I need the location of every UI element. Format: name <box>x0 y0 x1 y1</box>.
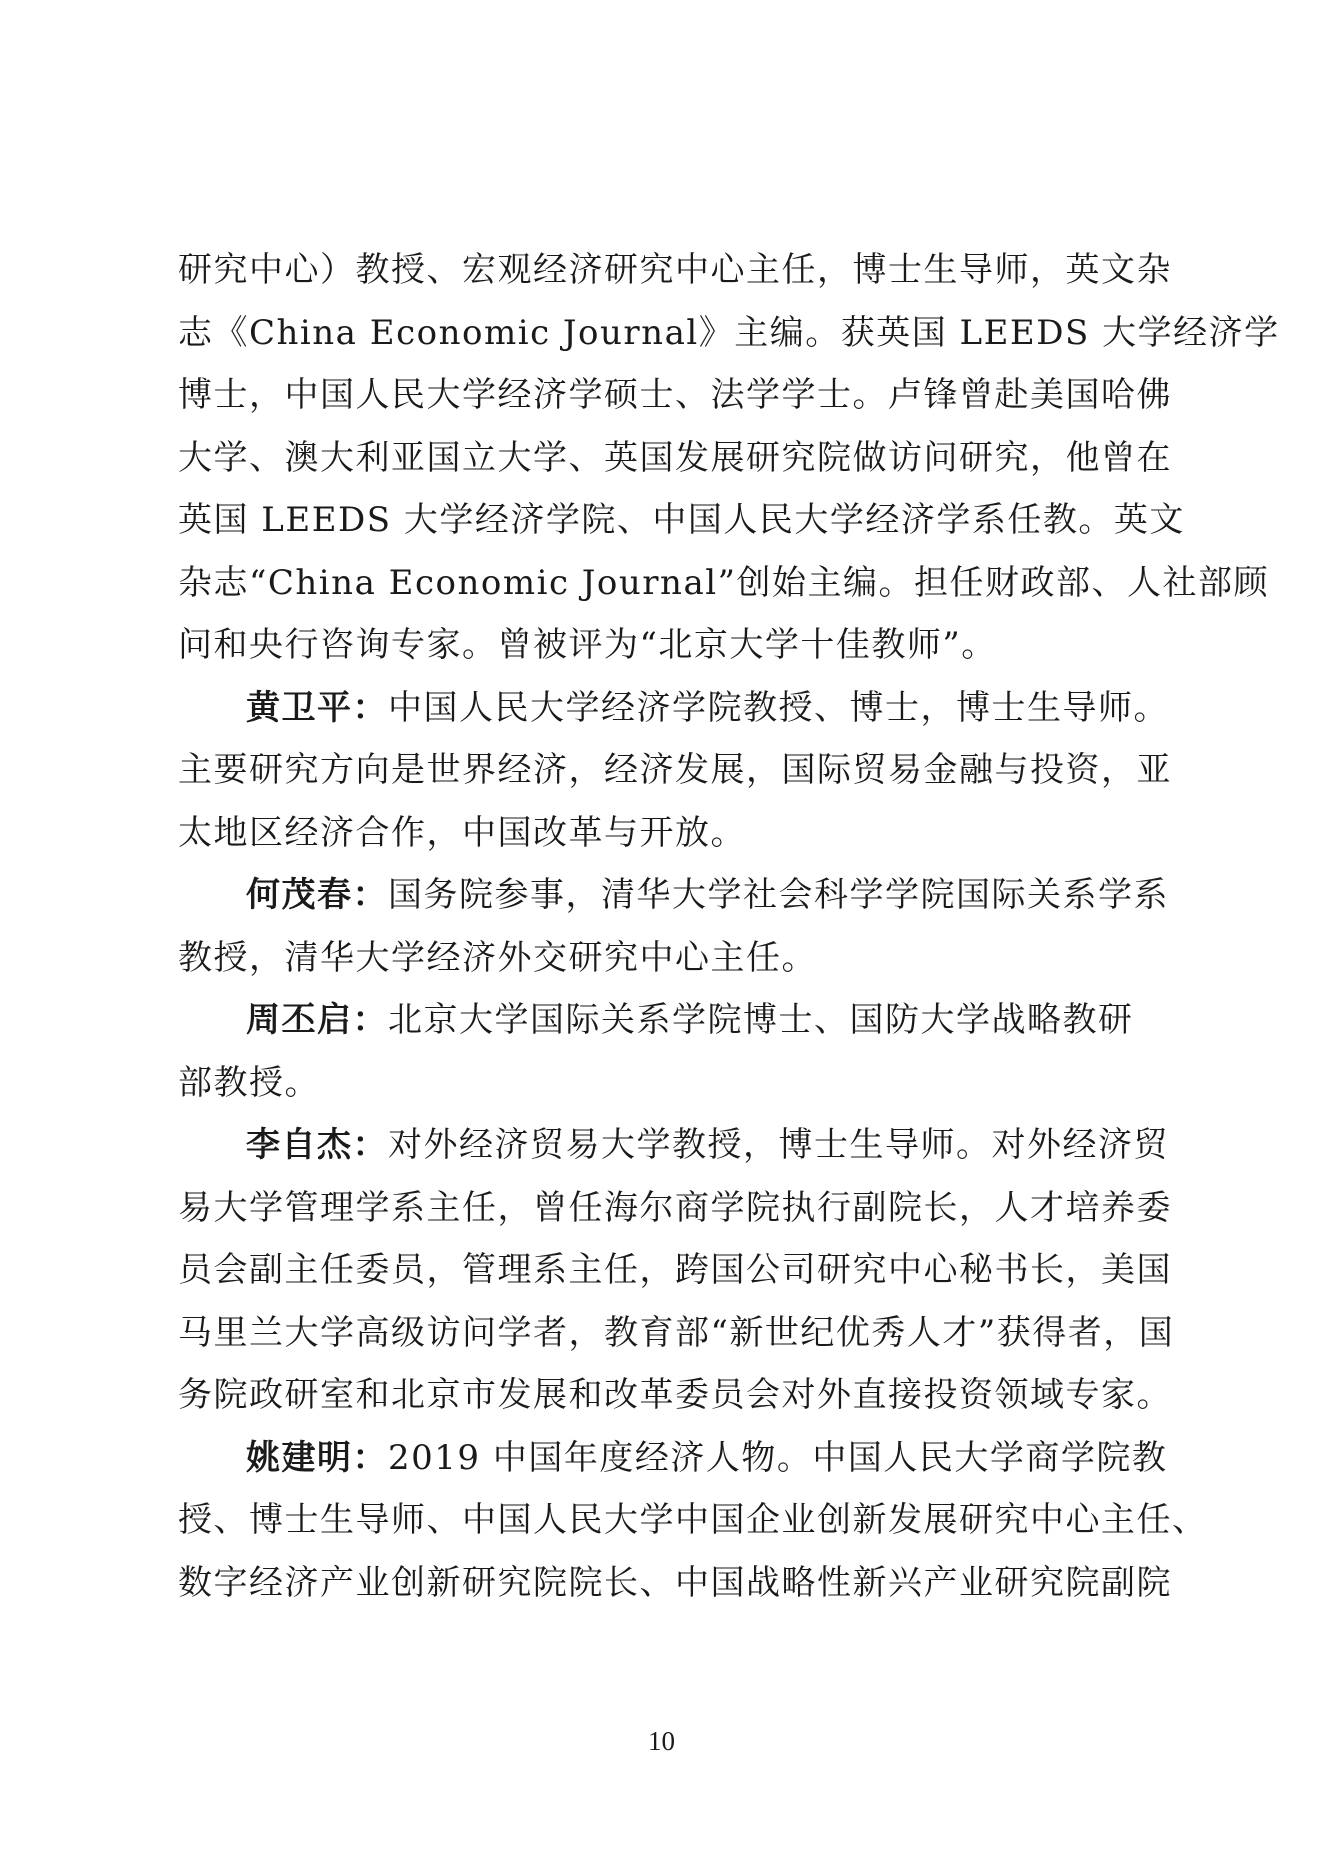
text-line: 部教授。 <box>178 1062 320 1103</box>
paragraph-huang-weiping <box>178 677 1169 740</box>
person-name: 何茂春： <box>246 875 388 915</box>
person-name: 李自杰： <box>246 1125 388 1165</box>
bio-text: 北京大学国际关系学院博士、国防大学战略教研 <box>388 1000 1134 1040</box>
text-line: 马里兰大学高级访问学者，教育部“新世纪优秀人才”获得者，国 <box>178 1312 1175 1353</box>
bio-text: 国务院参事，清华大学社会科学学院国际关系学系 <box>388 875 1169 915</box>
page-number: 10 <box>648 1726 675 1756</box>
bio-text: 2019 中国年度经济人物。中国人民大学商学院教 <box>388 1437 1168 1478</box>
person-name: 黄卫平： <box>246 687 388 728</box>
bio-text: 中国人民大学经济学院教授、博士，博士生导师。 <box>388 687 1169 728</box>
text-line: 太地区经济合作，中国改革与开放。 <box>178 812 746 853</box>
paragraph-yao-jianming <box>178 1427 1168 1490</box>
person-name: 姚建明： <box>246 1437 388 1478</box>
person-name: 周丕启： <box>246 1000 388 1040</box>
text-line: 务院政研室和北京市发展和改革委员会对外直接投资领域专家。 <box>178 1375 1172 1415</box>
text-line: 问和央行咨询专家。曾被评为“北京大学十佳教师”。 <box>178 625 997 665</box>
text-line: 大学、澳大利亚国立大学、英国发展研究院做访问研究，他曾在 <box>178 437 1172 478</box>
text-line: 英国 LEEDS 大学经济学院、中国人民大学经济学系任教。英文 <box>178 500 1185 540</box>
bio-text: 对外经济贸易大学教授，博士生导师。对外经济贸 <box>388 1125 1169 1165</box>
paragraph-zhou-piqi <box>178 989 1158 1052</box>
text-line: 教授，清华大学经济外交研究中心主任。 <box>178 937 817 978</box>
text-line: 数字经济产业创新研究院院长、中国战略性新兴产业研究院副院 <box>178 1562 1172 1603</box>
text-line: 员会副主任委员，管理系主任，跨国公司研究中心秘书长，美国 <box>178 1250 1172 1290</box>
paragraph-li-zijie <box>178 1114 1169 1177</box>
text-line: 易大学管理学系主任，曾任海尔商学院执行副院长，人才培养委 <box>178 1187 1172 1228</box>
text-line: 志《China Economic Journal》主编。获英国 LEEDS 大学经济学 <box>178 312 1280 353</box>
text-line: 杂志“China Economic Journal”创始主编。担任财政部、人社部顾 <box>178 562 1269 603</box>
text-line: 博士，中国人民大学经济学硕士、法学学士。卢锋曾赴美国哈佛 <box>178 375 1172 415</box>
text-line: 主要研究方向是世界经济，经济发展，国际贸易金融与投资，亚 <box>178 750 1172 790</box>
text-line: 研究中心）教授、宏观经济研究中心主任，博士生导师，英文杂 <box>178 250 1172 290</box>
paragraph-he-maochun <box>178 864 1169 927</box>
text-line: 授、博士生导师、中国人民大学中国企业创新发展研究中心主任、 <box>178 1500 1208 1540</box>
document-body <box>178 239 1280 1614</box>
